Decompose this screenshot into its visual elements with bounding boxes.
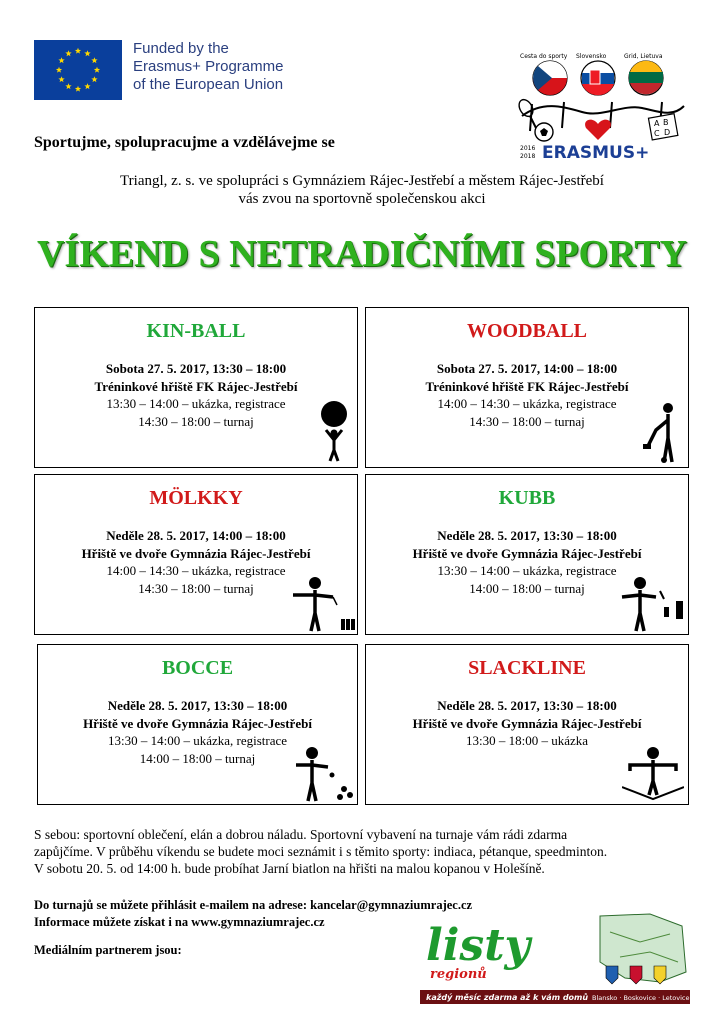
contact-line: Do turnajů se můžete přihlásit e-mailem na adrese: kancelar@gymnaziumrajec.cz xyxy=(34,898,473,912)
sport-date: Neděle 28. 5. 2017, 13:30 – 18:00 xyxy=(437,698,617,713)
abcd-letter: C xyxy=(654,129,660,138)
eu-line: Erasmus+ Programme xyxy=(133,58,284,75)
eu-star-icon xyxy=(58,76,64,82)
slovak-flag-icon xyxy=(581,61,615,95)
sport-schedule: 14:30 – 18:00 – turnaj xyxy=(469,413,585,429)
eu-star-icon xyxy=(75,48,81,54)
event-title: VÍKEND S NETRADIČNÍMI SPORTY xyxy=(36,233,688,275)
eu-star-icon xyxy=(65,50,71,56)
eu-star-icon xyxy=(75,86,81,92)
sport-place: Hřiště ve dvoře Gymnázia Rájec-Jestřebí xyxy=(412,715,642,731)
heart-icon xyxy=(585,120,611,140)
eu-star-icon xyxy=(84,50,90,56)
notes-paragraph xyxy=(34,826,694,877)
molkky-player-icon xyxy=(293,575,359,633)
kubb-player-icon xyxy=(618,575,688,633)
invitation-line: Triangl, z. s. ve spolupráci s Gymnáziem Rájec-Jestřebí a městem Rájec-Jestřebí xyxy=(120,173,604,189)
kinball-player-icon xyxy=(317,400,351,462)
lithuanian-flag-icon xyxy=(629,61,663,95)
sport-card-kubb xyxy=(365,474,689,635)
abcd-letter: D xyxy=(664,128,671,137)
contact-info xyxy=(34,897,472,931)
sport-schedule: 13:30 – 14:00 – ukázka, registrace xyxy=(437,563,617,578)
erasmus-year: 2016 xyxy=(520,145,536,152)
sport-card-slackline xyxy=(365,644,689,805)
erasmus-logo xyxy=(512,46,692,164)
slackline-player-icon xyxy=(622,745,684,803)
sport-date: Sobota 27. 5. 2017, 13:30 – 18:00 xyxy=(105,361,287,376)
contact-line: Informace můžete získat i na www.gymnaziumrajec.cz xyxy=(34,915,325,929)
abcd-board-icon xyxy=(648,114,677,140)
sport-date: Neděle 28. 5. 2017, 13:30 – 18:00 xyxy=(107,698,288,713)
woodball-player-icon xyxy=(634,402,682,464)
sport-place: Hřiště ve dvoře Gymnázia Rájec-Jestřebí xyxy=(81,545,311,561)
listy-region: Blansko · Boskovice · Letovice xyxy=(592,994,690,1002)
sport-schedule: 14:00 – 18:00 – turnaj xyxy=(139,750,256,766)
eu-star-icon xyxy=(94,67,100,73)
sport-card-molkky xyxy=(34,474,358,635)
czech-flag-icon xyxy=(533,61,567,95)
sport-schedule: 14:30 – 18:00 – turnaj xyxy=(138,413,254,429)
notes-line: V sobotu 20. 5. od 14:00 h. bude probíhat Jarní biatlon na hřišti na malou kopanou v Holešíně. xyxy=(34,861,545,876)
invitation-text xyxy=(0,172,724,208)
media-partner-label: Mediálním partnerem jsou: xyxy=(34,943,182,957)
sport-schedule: 13:30 – 14:00 – ukázka, registrace xyxy=(107,733,288,748)
football-icon xyxy=(535,123,553,141)
sport-schedule: 14:30 – 18:00 – turnaj xyxy=(138,580,254,596)
erasmus-label: Cesta do sporty xyxy=(520,53,568,60)
listy-regionu-logo xyxy=(420,912,690,1008)
sport-date: Neděle 28. 5. 2017, 14:00 – 18:00 xyxy=(106,528,286,543)
sport-schedule: 14:00 – 18:00 – turnaj xyxy=(469,580,585,596)
sport-card-woodball xyxy=(365,307,689,468)
sport-schedule: 14:00 – 14:30 – ukázka, registrace xyxy=(437,396,617,411)
listy-wordmark: listy xyxy=(426,920,531,971)
sport-name: MÖLKKY xyxy=(149,487,243,509)
listy-slogan: každý měsíc zdarma až k vám domů xyxy=(426,993,589,1002)
abcd-letter: B xyxy=(663,118,669,127)
eu-stars-icon xyxy=(34,40,122,100)
sport-schedule: 13:30 – 14:00 – ukázka, registrace xyxy=(106,396,286,411)
eu-star-icon xyxy=(56,67,62,73)
sport-place: Hřiště ve dvoře Gymnázia Rájec-Jestřebí xyxy=(412,545,642,561)
invitation-line: vás zvou na sportovně společenskou akci xyxy=(238,191,486,207)
eu-star-icon xyxy=(91,76,97,82)
erasmus-label: Grid, Lietuva xyxy=(624,53,663,60)
sport-place: Tréninkové hřiště FK Rájec-Jestřebí xyxy=(425,378,629,394)
eu-line: Funded by the xyxy=(133,40,229,57)
sport-name: SLACKLINE xyxy=(468,657,586,679)
tagline: Sportujme, spolupracujme a vzdělávejme se xyxy=(34,134,335,151)
sport-schedule: 14:00 – 14:30 – ukázka, registrace xyxy=(106,563,286,578)
eu-flag-logo xyxy=(34,40,122,100)
sport-schedule: 13:30 – 18:00 – ukázka xyxy=(465,733,589,748)
bocce-player-icon xyxy=(292,745,358,803)
eu-star-icon xyxy=(58,57,64,63)
sport-name: WOODBALL xyxy=(466,320,588,342)
sport-name: KIN-BALL xyxy=(146,320,246,342)
sport-date: Sobota 27. 5. 2017, 14:00 – 18:00 xyxy=(436,361,618,376)
notes-line: S sebou: sportovní oblečení, elán a dobrou náladu. Sportovní vybavení na turnaje vám rádi zdarma xyxy=(34,827,568,842)
eu-funding-text xyxy=(133,40,283,94)
sport-date: Neděle 28. 5. 2017, 13:30 – 18:00 xyxy=(437,528,617,543)
eu-star-icon xyxy=(84,83,90,89)
erasmus-wordmark: ERASMUS+ xyxy=(542,143,650,163)
sport-place: Hřiště ve dvoře Gymnázia Rájec-Jestřebí xyxy=(83,715,312,731)
erasmus-label: Slovensko xyxy=(576,53,607,60)
sport-name: BOCCE xyxy=(161,657,234,679)
eu-star-icon xyxy=(65,83,71,89)
sport-place: Tréninkové hřiště FK Rájec-Jestřebí xyxy=(94,378,298,394)
town-coat-of-arms-icons xyxy=(606,966,666,984)
eu-line: of the European Union xyxy=(133,76,284,93)
erasmus-year: 2018 xyxy=(520,153,536,160)
eu-star-icon xyxy=(91,57,97,63)
notes-line: zapůjčíme. V průběhu víkendu se budete moci seznámit i s těmito sporty: indiaca, pétanque, speedminton. xyxy=(34,844,608,859)
sport-name: KUBB xyxy=(498,487,556,509)
sport-card-bocce xyxy=(37,644,358,805)
sport-card-kinball xyxy=(34,307,358,468)
listy-sub: regionů xyxy=(430,967,487,982)
abcd-letter: A xyxy=(654,119,660,128)
